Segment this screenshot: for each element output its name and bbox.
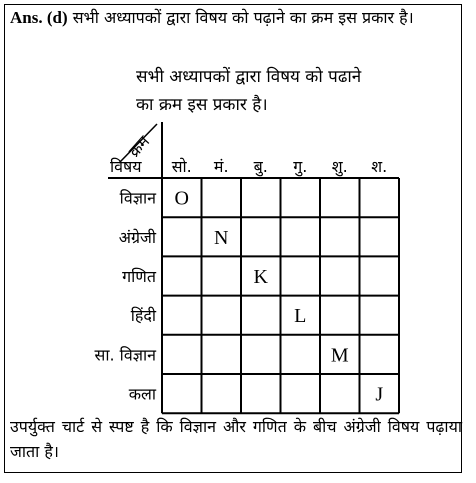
schedule-heading-line-1: सभी अध्यापकों द्वारा विषय को पढाने <box>136 67 362 87</box>
row-label-2: गणित <box>122 267 156 286</box>
column-label-1: मं. <box>213 157 229 176</box>
conclusion-text: उपर्युक्त चार्ट से स्पष्ट है कि विज्ञान और गणित के बीच अंग्रेजी विषय पढ़ाया जाता है। <box>10 417 462 461</box>
answer-intro-text: सभी अध्यापकों द्वारा विषय को पढ़ाने का क्रम इस प्रकार है। <box>72 8 414 27</box>
row-label-0: विज्ञान <box>119 188 156 208</box>
row-label-5: कला <box>128 384 156 404</box>
column-label-0: सो. <box>171 157 192 176</box>
column-label-3: गु. <box>293 157 308 176</box>
cell-letter-0: O <box>174 187 189 210</box>
column-label-5: श. <box>371 157 388 176</box>
cell-letter-3: L <box>294 305 307 328</box>
corner-bottom-label: विषय <box>110 157 142 176</box>
cell-letter-2: K <box>253 266 268 288</box>
corner-top-label: क्रम <box>124 131 154 161</box>
column-label-4: शु. <box>331 157 348 176</box>
schedule-heading-line-2: का क्रम इस प्रकार है। <box>136 95 268 115</box>
row-label-3: हिंदी <box>130 306 156 326</box>
cell-letter-4: M <box>330 344 349 367</box>
answer-label: Ans. (d) <box>10 8 68 27</box>
column-label-2: बु. <box>253 157 268 176</box>
row-label-1: अंग्रेजी <box>118 227 156 247</box>
cell-letter-1: N <box>214 226 229 249</box>
row-label-4: सा. विज्ञान <box>94 345 156 365</box>
cell-letter-5: J <box>375 383 384 406</box>
